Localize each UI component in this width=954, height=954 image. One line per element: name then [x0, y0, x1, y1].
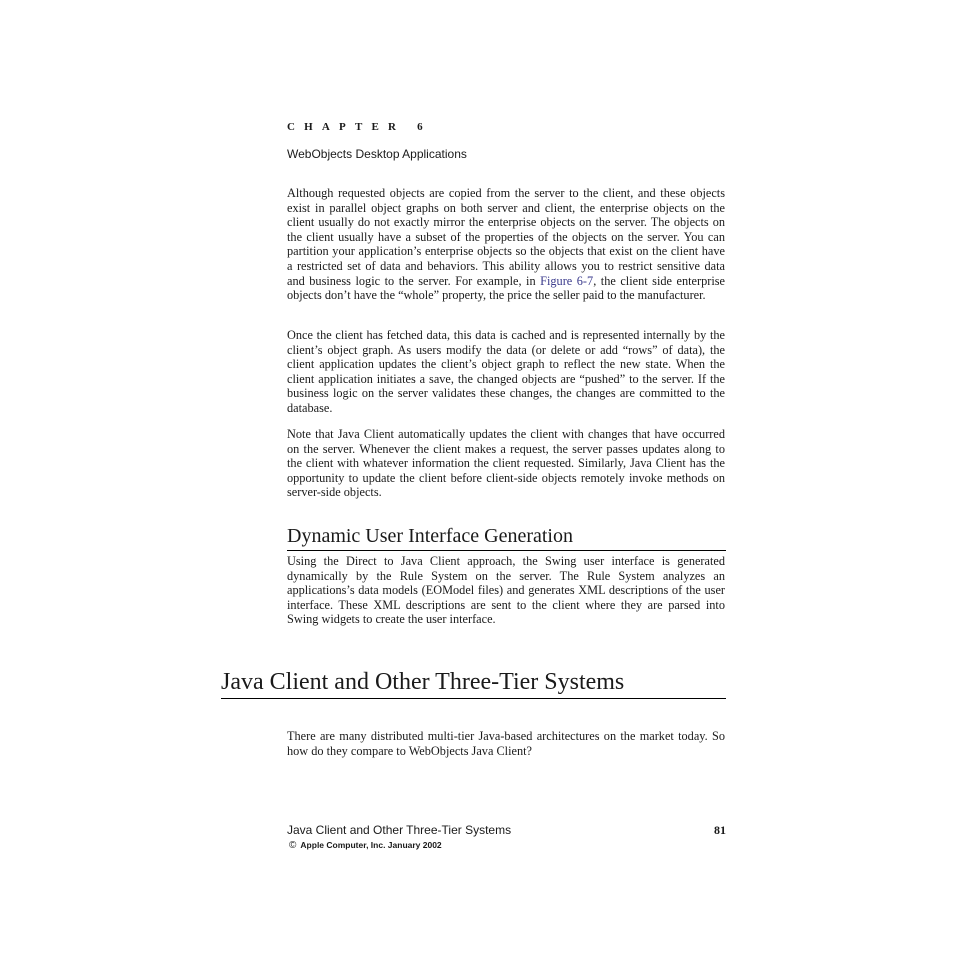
chapter-title: WebObjects Desktop Applications [287, 147, 467, 161]
copyright-text: Apple Computer, Inc. January 2002 [300, 840, 442, 850]
copyright-icon: © [289, 840, 297, 851]
section-heading: Dynamic User Interface Generation [287, 523, 726, 551]
paragraph-three-tier: There are many distributed multi-tier Java-based architectures on the market today. So how do they compare to WebObjects Java Client? [287, 729, 725, 758]
page-number: 81 [714, 823, 726, 837]
footer-title: Java Client and Other Three-Tier Systems [287, 823, 512, 837]
figure-6-7-link[interactable]: Figure 6-7 [540, 273, 594, 288]
paragraph-text: Although requested objects are copied from the server to the client, and these objects exist in parallel object graphs on both server and client, the enterprise objects on the client usually do not exactly mirror the enterprise objects on the server. The objects on the client usually have a subset of the properties of the objects on the server. You can partition your application’s enterprise objects so the objects that exist on the client have a restricted set of data and behaviors. This ability allows you to restrict sensitive data and business logic to the server. For example, in [287, 186, 725, 288]
copyright [289, 840, 442, 851]
paragraph-client-cache: Once the client has fetched data, this data is cached and is represented internally by the client’s object graph. As users modify the data (or delete or add “rows” of data), the client application updates the client’s object graph to reflect the new state. When the client application initiates a save, the changed objects are “pushed” to the server. If the business logic on the server validates these changes, the changes are committed to the database. [287, 328, 725, 415]
paragraph-text: , the client side enterprise objects don’t have the “whole” property, the price the seller paid to the manufacturer. [287, 273, 725, 303]
chapter-label: CHAPTER 6 [287, 121, 432, 133]
paragraph-object-partitioning [287, 186, 725, 303]
paragraph-dynamic-ui: Using the Direct to Java Client approach, the Swing user interface is generated dynamically by the Rule System on the server. The Rule System analyzes an applications’s data models (EOModel files) and generates XML descriptions of the user interface. These XML descriptions are sent to the client where they are parsed into Swing widgets to create the user interface. [287, 554, 725, 627]
main-heading: Java Client and Other Three-Tier Systems [221, 667, 726, 699]
paragraph-server-updates: Note that Java Client automatically updates the client with changes that have occurred on the server. Whenever the client makes a request, the server passes updates along to the client with whatever information the client requested. Similarly, Java Client has the opportunity to update the client before client-side objects remotely invoke methods on server-side objects. [287, 427, 725, 500]
